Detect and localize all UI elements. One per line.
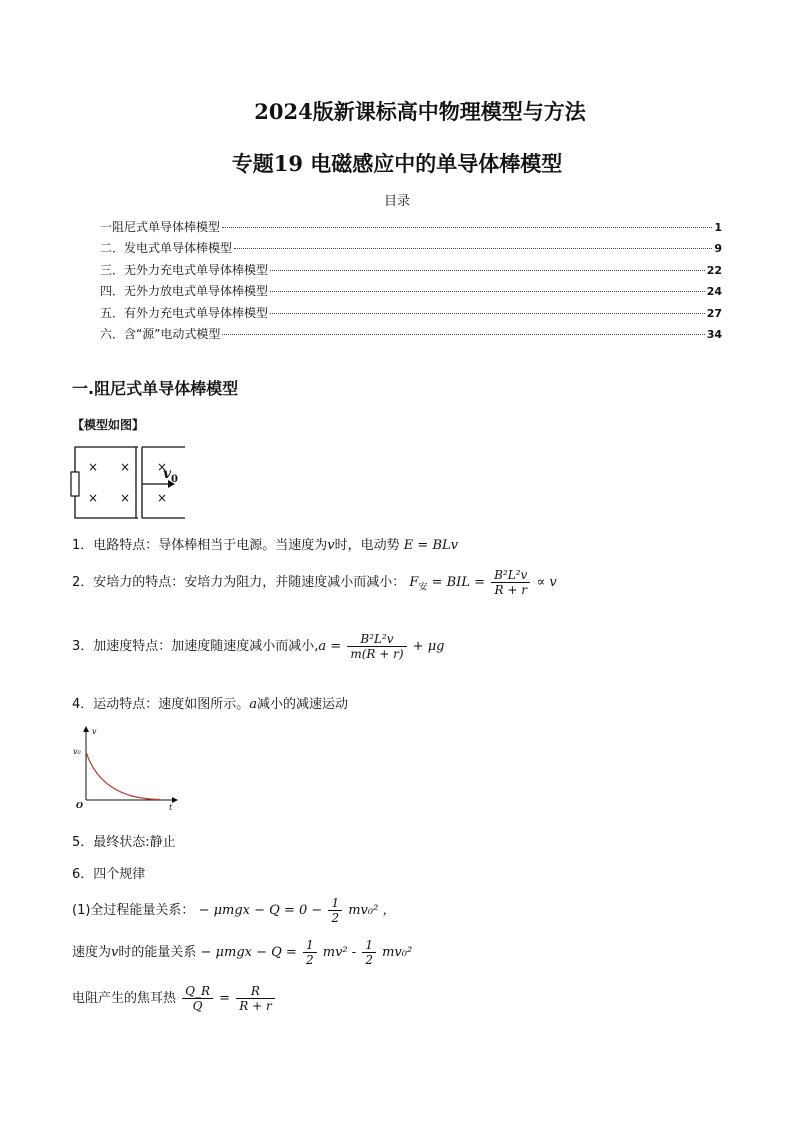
item-text: 时，电动势 — [334, 538, 400, 553]
document-title: 2024版新课标高中物理模型与方法 — [254, 99, 586, 124]
circuit-diagram — [70, 442, 200, 524]
toc-heading: 目录 — [383, 194, 410, 209]
item-final-state: 5．最终状态:静止 — [72, 835, 176, 850]
fraction-numerator: Q_R — [182, 984, 213, 999]
origin-label: O — [76, 800, 83, 810]
item-text: 电阻产生的焦耳热 — [72, 991, 177, 1006]
formula-tail: ∝ v — [536, 575, 557, 590]
formula-lhs: F — [409, 575, 419, 590]
toc-entry-page: 22 — [706, 263, 722, 277]
field-cross-icon: × — [88, 491, 99, 505]
toc-entry-page: 9 — [714, 242, 722, 256]
toc-entry[interactable] — [100, 282, 722, 303]
velocity-subscript: 0 — [171, 474, 178, 485]
initial-velocity-label: v₀ — [73, 747, 81, 756]
item-text: 速度为 — [72, 945, 112, 960]
item-circuit — [72, 534, 458, 553]
formula-tail: mv₀² — [382, 945, 413, 960]
formula-mid: = BIL = — [427, 575, 485, 590]
field-cross-icon: × — [120, 491, 131, 505]
toc-entry-page: 34 — [706, 327, 722, 341]
law-total-energy — [72, 896, 395, 925]
field-cross-icon: × — [157, 491, 168, 505]
item-text: 2．安培力的特点：安培力为阻力，并随速度减小而减小： — [72, 575, 406, 590]
item-four-laws: 6．四个规律 — [72, 867, 146, 882]
symbol-v: v — [111, 945, 119, 960]
toc-entry-label: 六．含“源”电动式模型 — [100, 326, 221, 341]
emf-formula: E = BLv — [403, 538, 458, 553]
toc-entry-page: 24 — [706, 285, 722, 299]
fraction-numerator: R — [236, 984, 274, 999]
fraction-numerator: B²L²v — [491, 568, 530, 583]
toc-entry[interactable] — [100, 239, 722, 260]
fraction — [347, 632, 406, 661]
x-axis-label: t — [169, 803, 173, 812]
law-energy-at-speed — [72, 938, 412, 967]
velocity-time-graph — [72, 724, 182, 812]
formula-subscript: 安 — [418, 582, 428, 593]
toc-entry-label: 四．无外力放电式单导体棒模型 — [100, 284, 269, 299]
fraction-denominator: m(R + r) — [350, 647, 404, 661]
fraction-denominator: 2 — [365, 953, 373, 967]
fraction-denominator: 2 — [305, 953, 314, 967]
fraction — [236, 984, 274, 1013]
y-axis-arrow-icon — [83, 726, 89, 732]
item-text: 时的能量关系 — [118, 945, 197, 960]
fraction-numerator: 1 — [328, 896, 342, 911]
toc-entry-label: 二．发电式单导体棒模型 — [100, 241, 233, 256]
fraction — [182, 984, 213, 1013]
item-ampere-force — [72, 568, 557, 597]
table-of-contents — [100, 218, 722, 346]
fraction-denominator: Q — [192, 999, 203, 1013]
fraction-denominator: R + r — [239, 999, 272, 1013]
toc-entry-page: 27 — [706, 306, 722, 320]
y-axis-label: v — [92, 727, 97, 736]
fraction-numerator: 1 — [362, 938, 376, 953]
decay-curve — [86, 752, 160, 800]
circuit-wire — [75, 447, 138, 518]
field-cross-icon: × — [88, 460, 99, 474]
fraction-denominator: 2 — [331, 911, 340, 925]
fraction — [491, 568, 530, 597]
symbol-a: a — [249, 697, 258, 712]
section-heading: 一.阻尼式单导体棒模型 — [72, 379, 239, 398]
resistor — [71, 472, 79, 496]
fraction-numerator: 1 — [303, 938, 317, 953]
toc-entry-label: 三．无外力充电式单导体棒模型 — [100, 262, 269, 277]
velocity-label: v — [163, 466, 172, 482]
toc-leader — [222, 227, 712, 228]
toc-entry-label: 一阻尼式单导体棒模型 — [100, 220, 221, 234]
formula-mid: − μmgx − Q = 0 − — [198, 903, 323, 918]
toc-leader — [270, 270, 705, 271]
item-motion — [72, 693, 348, 712]
item-text: 减小的减速运动 — [257, 697, 349, 712]
formula-tail: + μg — [412, 639, 445, 654]
toc-leader — [222, 334, 704, 335]
x-axis-arrow-icon — [172, 797, 178, 803]
law-joule-heat — [72, 984, 277, 1013]
toc-leader — [270, 291, 705, 292]
fraction-numerator: B²L²v — [347, 632, 406, 647]
document-subtitle: 专题19 电磁感应中的单导体棒模型 — [231, 151, 563, 176]
symbol-v: v — [327, 538, 335, 553]
toc-entry[interactable] — [100, 304, 722, 325]
item-text: 1．电路特点：导体棒相当于电源。当速度为 — [72, 538, 328, 553]
toc-entry[interactable] — [100, 325, 722, 346]
toc-entry-page: 1 — [714, 221, 722, 234]
formula-tail: mv₀² ， — [348, 903, 396, 918]
toc-entry-label: 五．有外力充电式单导体棒模型 — [100, 305, 269, 320]
toc-leader — [270, 313, 705, 314]
formula-lhs: a = — [318, 639, 342, 654]
fraction-denominator: R + r — [494, 583, 527, 597]
toc-leader — [234, 248, 712, 249]
item-text: (1)全过程能量关系： — [72, 903, 195, 918]
field-cross-icon: × — [157, 460, 168, 474]
toc-entry[interactable] — [100, 218, 722, 239]
item-text: 3．加速度特点：加速度随速度减小而减小, — [72, 639, 319, 654]
formula-part: mv² - — [322, 945, 357, 960]
figure-tag: 【模型如图】 — [72, 418, 145, 432]
fraction — [303, 938, 317, 967]
toc-entry[interactable] — [100, 261, 722, 282]
fraction — [362, 938, 376, 967]
field-cross-icon: × — [120, 460, 131, 474]
item-text: 4．运动特点：速度如图所示。 — [72, 697, 250, 712]
formula-mid: − μmgx − Q = — [200, 945, 297, 960]
item-acceleration — [72, 632, 444, 661]
formula-eq: = — [219, 991, 231, 1006]
fraction — [328, 896, 342, 925]
